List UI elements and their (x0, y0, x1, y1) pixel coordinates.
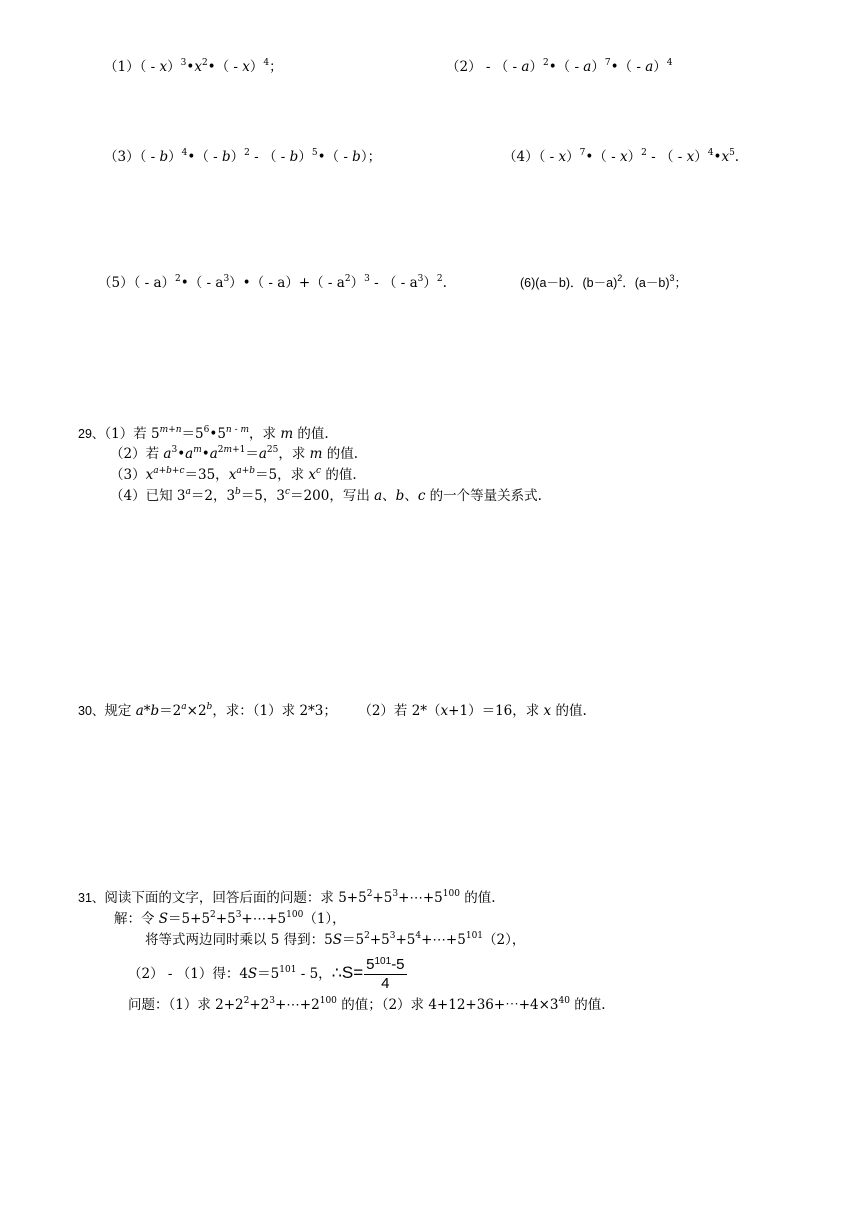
question-31-question: 问题：（1）求 $2+2^2+2^3+\cdots+2^{100}$ 的值；（2）求 $4+12+36+\cdots+4\times 3^{40}$ 的值. (128, 996, 606, 1013)
question-31-intro: 31、阅读下面的文字，回答后面的问题：求 $5+5^2+5^3+\cdots+5^{100}$ 的值. (78, 889, 496, 906)
question-29-part-4: （4）已知 $3^a=2$，$3^b=5$，$3^c=200$，写出 a、b、c 的一个等量关系式. (110, 487, 542, 504)
question-29-part-1: 29、（1）若 $5^{m+n}=5^6•5^{n - m}$，求 m 的值. (78, 425, 329, 442)
fraction-s-label: S= (341, 963, 364, 982)
fraction-denominator: 4 (381, 975, 390, 992)
question-30: 30、规定 $a*b=2^a\times 2^b$，求：（1）求 2*3； （2）若 2*（x+1）＝16，求 x 的值. (78, 702, 587, 719)
problem-1: $(1)( - x)^3•x^2•( - x)^4$； (104, 58, 283, 75)
problem-3: （3）（ - b）$^4$•（ - b）$^2$ - （ - b）$^5$•（ - b）； (104, 148, 382, 165)
problem-2: （2） - （ - a）$^2$•（ - a）$^7$•（ - a）$^4$ (446, 58, 673, 75)
question-29-part-2: （2）若 $a^3•a^m•a^{2m+1}=a^{25}$，求 m 的值. (110, 445, 359, 462)
question-31-number: 31、 (78, 891, 105, 905)
question-29-part-3: $(3)x^{a+b+c}=35$，$x^{a+b}=5$，求 $x^c$ 的值. (110, 466, 357, 483)
question-31-solution-line-1: 解：令 $S=5+5^2+5^3+\cdots+5^{100}(1)$， (114, 910, 346, 927)
question-29-number: 29、 (78, 427, 105, 441)
fraction-s (364, 957, 406, 992)
problem-4: （4）（ - x）$^7$•（ - x）$^2$ - （ - $x)^4•x^5$. (503, 148, 740, 165)
problem-5: （5）（ - a）$^2$•（ - $a^3)•( - a)+( - a^2)^3$ - （ - $a^3)^2$. (98, 274, 447, 291)
question-31-solution-line-2: 将等式两边同时乘以 5 得到：$5S=5^2+5^3+5^4+\cdots+5^{101}(2)$， (145, 931, 526, 948)
problem-6: (6)(a－b)．$(b-a)^2$．$(a-b)^3$； (520, 273, 688, 290)
question-30-number: 30、 (78, 704, 105, 718)
question-31-solution-line-3: （2） - （1）得：$4S=5^{101} - 5$，∴S= $\frac{5^{101}-5}{4}$ (128, 956, 405, 992)
fraction-numerator: $5^{101}-5$ (366, 956, 405, 973)
therefore-symbol: ∴ (331, 963, 342, 982)
